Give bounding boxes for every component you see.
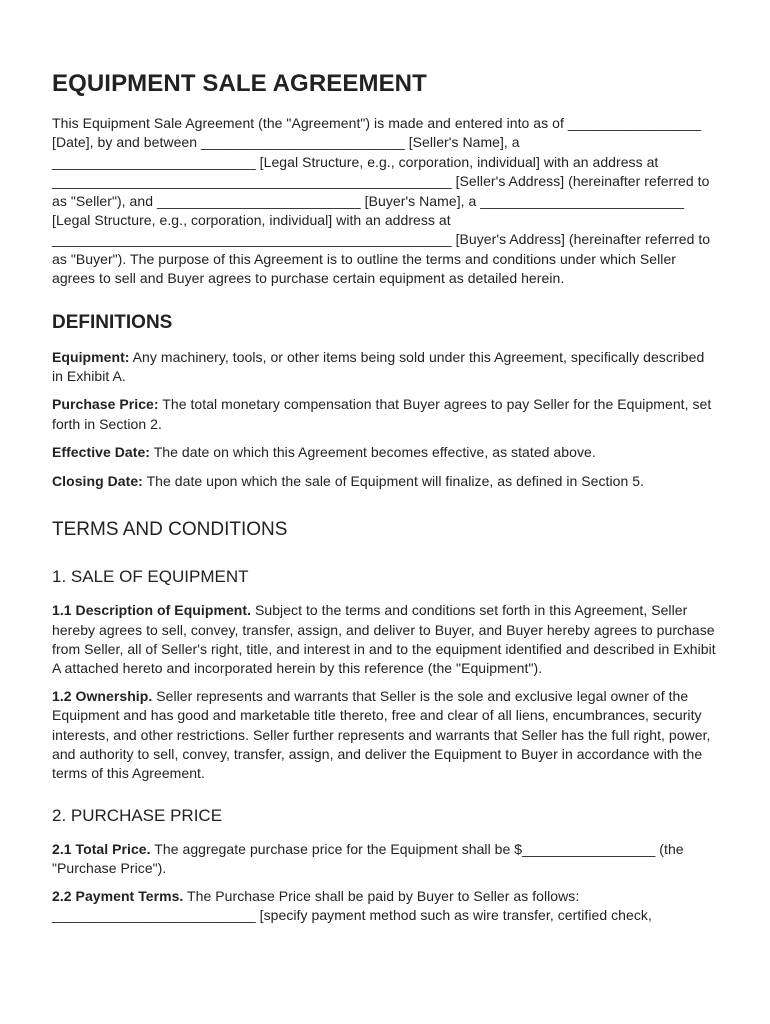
definition-term: Purchase Price: (52, 396, 159, 413)
definition-closing-date (52, 472, 718, 491)
definition-text: The date on which this Agreement becomes effective, as stated above. (150, 444, 596, 461)
document-title: EQUIPMENT SALE AGREEMENT (52, 70, 427, 97)
clause-term: 1.2 Ownership. (52, 687, 153, 704)
clause-term: 2.2 Payment Terms. (52, 887, 184, 904)
definitions-heading: DEFINITIONS (52, 311, 173, 333)
document-page (52, 68, 718, 933)
intro-paragraph: This Equipment Sale Agreement (the "Agreement") is made and entered into as of _________________ [Date], by and between __________________________ [Seller's Name], a __________________________ [Legal Structure, e.g., corporation, individual] with an address at ___________________________________________________ [Seller's Address] (hereinafter referred to as "Seller"), and __________________________ [Buyer's Name], a __________________________ [Legal Structure, e.g., corporation, individual] with an address at ___________________________________________________ [Buyer's Address] (hereinafter referred to as "Buyer"). The purpose of this Agreement is to outline the terms and conditions under which Seller agrees to sell and Buyer agrees to purchase certain equipment as detailed herein. (52, 115, 711, 287)
definition-text: Any machinery, tools, or other items being sold under this Agreement, specifically described in Exhibit A. (52, 348, 705, 385)
terms-heading: TERMS AND CONDITIONS (52, 519, 288, 541)
definition-text: The total monetary compensation that Buyer agrees to pay Seller for the Equipment, set forth in Section 2. (52, 396, 712, 432)
definition-term: Effective Date: (52, 444, 151, 461)
definition-equipment (52, 348, 718, 387)
clause-term: 2.1 Total Price. (52, 840, 151, 857)
clause-2-1 (52, 840, 718, 879)
clause-text: Seller represents and warrants that Seller is the sole and exclusive legal owner of the Equipment and has good and marketable title thereto, free and clear of all liens, encumbrances, security interests, and other restrictions. Seller further represents and warrants that Seller has the full right, power, and authority to sell, convey, transfer, assign, and deliver the Equipment to Buyer in accordance with the terms of this Agreement. (52, 687, 711, 782)
clause-text: The Purchase Price shall be paid by Buyer to Seller as follows: __________________________ [specify payment method such as wire transfer, certified check, (52, 887, 652, 923)
definition-term: Equipment: (52, 348, 130, 365)
definition-purchase-price (52, 395, 718, 434)
clause-2-2 (52, 887, 718, 926)
definition-text: The date upon which the sale of Equipment will finalize, as defined in Section 5. (142, 472, 645, 489)
clause-term: 1.1 Description of Equipment. (52, 602, 252, 619)
clause-1-1 (52, 601, 718, 679)
clause-1-2 (52, 687, 718, 784)
section-1-heading: 1. SALE OF EQUIPMENT (52, 567, 249, 587)
definition-effective-date (52, 443, 718, 462)
section-2-heading: 2. PURCHASE PRICE (52, 805, 223, 825)
clause-text: The aggregate purchase price for the Equipment shall be $_________________ (the "Purchase Price"). (52, 840, 684, 877)
clause-text: Subject to the terms and conditions set forth in this Agreement, Seller hereby agrees to sell, convey, transfer, assign, and deliver to Buyer, and Buyer hereby agrees to purchase from Seller, all of Seller's right, title, and interest in and to the equipment identified and described in Exhibit A attached hereto and incorporated herein by this reference (the "Equipment"). (52, 602, 716, 677)
definition-term: Closing Date: (52, 472, 143, 489)
